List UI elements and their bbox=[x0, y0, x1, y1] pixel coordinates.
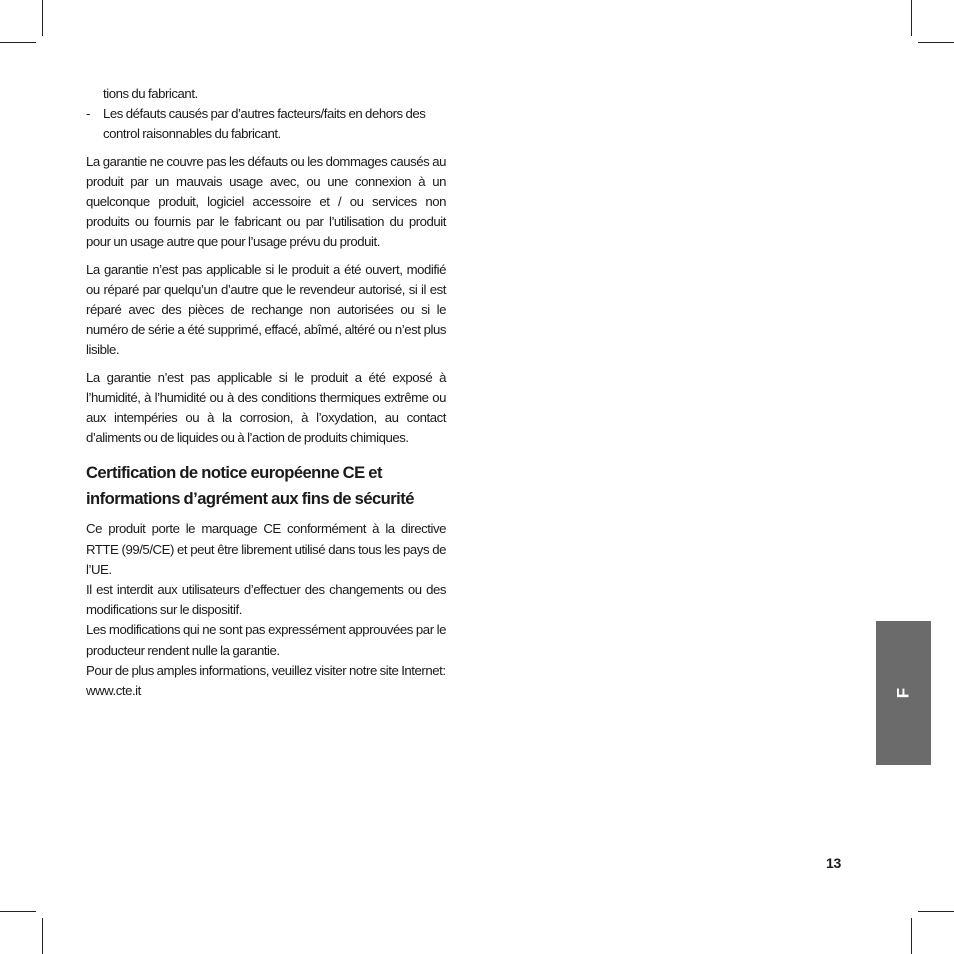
crop-mark-top-right-h bbox=[918, 42, 954, 43]
crop-mark-bottom-right-v bbox=[911, 918, 912, 954]
section-paragraph-1: Ce produit porte le marquage CE conformément à la directive RTTE (99/5/CE) et peut être librement utilisé dans tous les pays de l’UE. bbox=[86, 521, 446, 577]
section-paragraph-4: Pour de plus amples informations, veuillez visiter notre site Internet: www.cte.it bbox=[86, 662, 446, 699]
warranty-paragraph-3: La garantie n’est pas applicable si le produit a été exposé à l’humidité, à l’humidité ou à des conditions thermiques extrême ou aux intempéries ou à la corrosion, à l’oxydation, au contact d’aliments ou de liquides ou à l’action de produits chimiques. bbox=[86, 369, 446, 446]
crop-mark-top-right-v bbox=[911, 0, 912, 36]
crop-mark-top-left-h bbox=[0, 42, 36, 43]
language-side-tab bbox=[876, 621, 931, 765]
crop-mark-bottom-left-h bbox=[0, 911, 36, 912]
bullet-dash: - bbox=[86, 106, 90, 122]
bullet-item bbox=[86, 104, 446, 144]
page-number: 13 bbox=[826, 855, 841, 871]
crop-mark-bottom-left-v bbox=[42, 918, 43, 954]
bullet-text: Les défauts causés par d’autres facteurs/faits en dehors des control raisonnables du fabricant. bbox=[103, 106, 426, 142]
section-paragraph-2: Il est interdit aux utilisateurs d’effectuer des changements ou des modifications sur le dispositif. bbox=[86, 582, 446, 618]
section-body bbox=[86, 519, 446, 701]
language-tab-letter: F bbox=[893, 687, 913, 699]
continuation-line: tions du fabricant. bbox=[103, 86, 198, 101]
section-heading: Certification de notice européenne CE et informations d’agrément aux fins de sécurité bbox=[86, 463, 414, 509]
warranty-paragraph-2: La garantie n’est pas applicable si le produit a été ouvert, modifié ou réparé par quelqu’un d’autre que le revendeur autorisé, si il est réparé avec des pièces de rechange non autorisées ou si le numéro de série a été supprimé, effacé, abîmé, altéré ou n’est plus lisible. bbox=[86, 261, 446, 358]
main-text-column bbox=[86, 84, 446, 701]
crop-mark-bottom-right-h bbox=[918, 911, 954, 912]
crop-mark-top-left-v bbox=[42, 0, 43, 36]
warranty-paragraph-1: La garantie ne couvre pas les défauts ou les dommages causés au produit par un mauvais usage avec, ou une connexion à un quelconque produit, logiciel accessoire et / ou services non produits ou fournis par le fabricant ou par l’utilisation du produit pour un usage autre que pour l’usage prévu du produit. bbox=[86, 153, 446, 250]
section-paragraph-3: Les modifications qui ne sont pas expressément approuvées par le producteur rendent nulle la garantie. bbox=[86, 622, 446, 658]
